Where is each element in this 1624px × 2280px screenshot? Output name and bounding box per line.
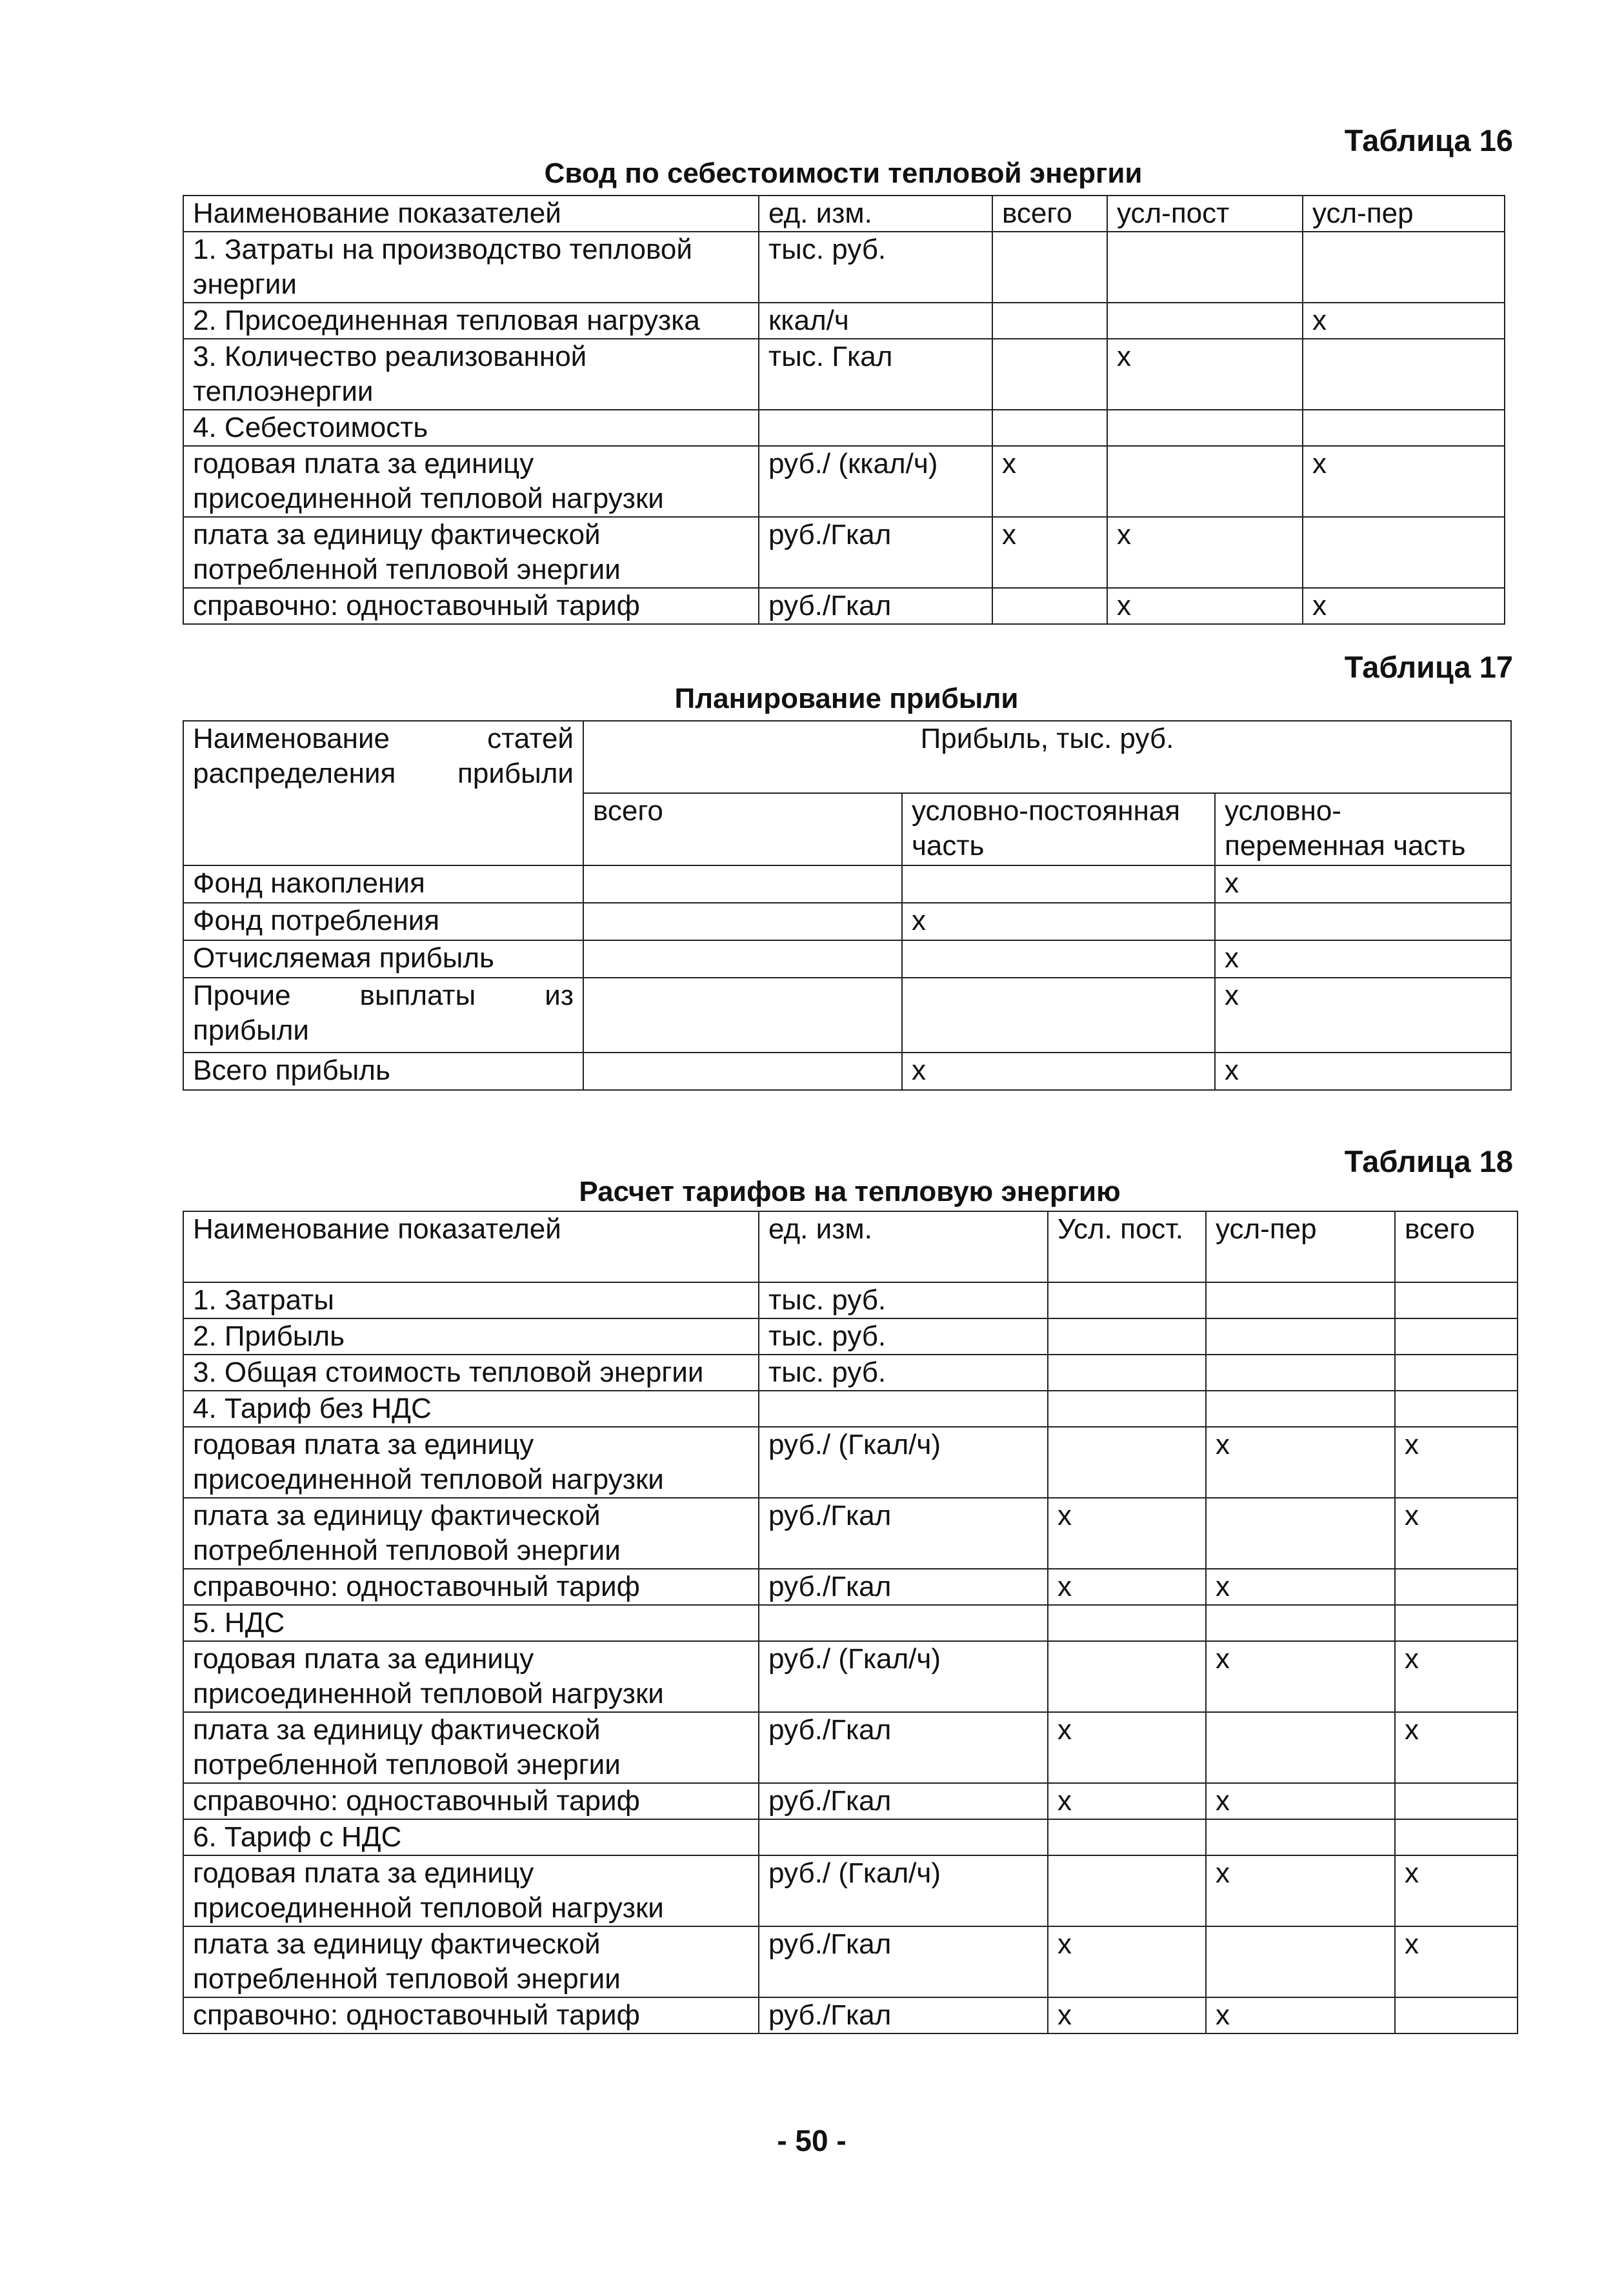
table-cell (992, 303, 1107, 339)
table-cell: 5. НДС (183, 1605, 759, 1641)
table-cell (1206, 1605, 1395, 1641)
table-cell: 4. Себестоимость (183, 410, 759, 446)
table-cell: справочно: одноставочный тариф (183, 1997, 759, 2033)
table-cell (1395, 1391, 1518, 1427)
table-cell: х (1395, 1427, 1518, 1498)
table-cell: 3. Общая стоимость тепловой энергии (183, 1355, 759, 1391)
table-cell (583, 940, 902, 978)
table16 (183, 195, 1505, 625)
table-cell: тыс. Гкал (759, 339, 992, 410)
table-cell (1215, 903, 1511, 940)
table-cell: х (1303, 303, 1505, 339)
table-cell: тыс. руб. (759, 1318, 1048, 1355)
table-cell: плата за единицу фактической потребленной тепловой энергии (183, 1712, 759, 1783)
table-cell: х (1048, 1783, 1206, 1819)
table-cell: х (1206, 1641, 1395, 1712)
table-cell (1107, 410, 1303, 446)
table-cell: годовая плата за единицу присоединенной тепловой нагрузки (183, 1641, 759, 1712)
table-cell: годовая плата за единицу присоединенной тепловой нагрузки (183, 446, 759, 517)
table-cell: 2. Присоединенная тепловая нагрузка (183, 303, 759, 339)
table-cell: ккал/ч (759, 303, 992, 339)
table-cell (902, 865, 1215, 903)
table-cell: справочно: одноставочный тариф (183, 1783, 759, 1819)
table-cell: х (902, 1053, 1215, 1090)
table-cell: х (1048, 1569, 1206, 1605)
table-cell: плата за единицу фактической потребленной тепловой энергии (183, 1926, 759, 1997)
table-cell: Фонд потребления (183, 903, 583, 940)
table-cell (1048, 1427, 1206, 1498)
table-cell (583, 978, 902, 1053)
table-cell (759, 1391, 1048, 1427)
table-cell (1206, 1391, 1395, 1427)
table18-header-cell: ед. изм. (759, 1211, 1048, 1282)
table-cell (992, 339, 1107, 410)
table-cell (583, 903, 902, 940)
table16-header-cell: Наименование показателей (183, 196, 759, 232)
table-cell: х (1048, 1997, 1206, 2033)
table-cell: 3. Количество реализованной теплоэнергии (183, 339, 759, 410)
table16-title: Свод по себестоимости тепловой энергии (544, 157, 1143, 189)
table-cell (1395, 1282, 1518, 1318)
table-cell: х (992, 446, 1107, 517)
table18-header-cell: Наименование показателей (183, 1211, 759, 1282)
table17 (183, 720, 1512, 1091)
table-cell (1395, 1605, 1518, 1641)
table16-header-cell: ед. изм. (759, 196, 992, 232)
table-cell (1206, 1712, 1395, 1783)
table-cell (1303, 410, 1505, 446)
table16-header-row (183, 196, 1505, 232)
table-row (183, 517, 1505, 588)
table-cell: х (1206, 1427, 1395, 1498)
table-cell (1107, 303, 1303, 339)
table-cell: руб./ (Гкал/ч) (759, 1641, 1048, 1712)
table-cell (1395, 1569, 1518, 1605)
table-cell: Всего прибыль (183, 1053, 583, 1090)
table-cell: годовая плата за единицу присоединенной тепловой нагрузки (183, 1855, 759, 1926)
table-cell: х (1107, 588, 1303, 624)
table-row (183, 1053, 1511, 1090)
table-cell: справочно: одноставочный тариф (183, 588, 759, 624)
table-cell: х (1303, 446, 1505, 517)
table-row (183, 339, 1505, 410)
table-cell: справочно: одноставочный тариф (183, 1569, 759, 1605)
table-row (183, 588, 1505, 624)
table-row (183, 978, 1511, 1053)
table-cell (1206, 1318, 1395, 1355)
table-cell: х (1215, 1053, 1511, 1090)
table-cell (1048, 1318, 1206, 1355)
table-cell: руб./Гкал (759, 588, 992, 624)
table-cell: х (992, 517, 1107, 588)
table17-header-group: Прибыль, тыс. руб. (583, 721, 1511, 793)
table16-label: Таблица 16 (1344, 123, 1513, 157)
table-cell (1206, 1355, 1395, 1391)
table-cell: руб./Гкал (759, 1712, 1048, 1783)
table-cell: 1. Затраты (183, 1282, 759, 1318)
table-cell: х (1048, 1498, 1206, 1569)
table-row (183, 1641, 1518, 1712)
table-cell (992, 232, 1107, 303)
table-cell (992, 588, 1107, 624)
table-cell (1107, 232, 1303, 303)
table17-title: Планирование прибыли (674, 683, 1019, 714)
table-cell: х (1215, 940, 1511, 978)
table-row (183, 1605, 1518, 1641)
table-cell: Фонд накопления (183, 865, 583, 903)
table-cell (1395, 1997, 1518, 2033)
table17-subheader-cell: условно-переменная часть (1215, 793, 1511, 865)
page-number: - 50 - (777, 2124, 847, 2157)
table-row (183, 1355, 1518, 1391)
table-cell: руб./ (Гкал/ч) (759, 1427, 1048, 1498)
table-cell (1048, 1282, 1206, 1318)
table-cell: 6. Тариф с НДС (183, 1819, 759, 1855)
table-cell: руб./Гкал (759, 1997, 1048, 2033)
table-row (183, 232, 1505, 303)
table16-header-cell: усл-пост (1107, 196, 1303, 232)
table-cell: Отчисляемая прибыль (183, 940, 583, 978)
table-cell (902, 978, 1215, 1053)
table17-label: Таблица 17 (1344, 650, 1513, 684)
table-row (183, 303, 1505, 339)
table18 (183, 1211, 1518, 2034)
table-cell: плата за единицу фактической потребленной тепловой энергии (183, 1498, 759, 1569)
table-cell (1048, 1819, 1206, 1855)
table18-title: Расчет тарифов на тепловую энергию (579, 1176, 1121, 1207)
table-row (183, 1926, 1518, 1997)
table-cell: х (1303, 588, 1505, 624)
table-cell (759, 1605, 1048, 1641)
table-cell: х (1395, 1855, 1518, 1926)
table-cell: тыс. руб. (759, 1282, 1048, 1318)
table-cell (1048, 1355, 1206, 1391)
table-cell: х (902, 903, 1215, 940)
table-cell (1303, 517, 1505, 588)
table-cell: х (1215, 978, 1511, 1053)
table-cell: 1. Затраты на производство тепловой энергии (183, 232, 759, 303)
table-cell: х (1107, 517, 1303, 588)
table-cell: тыс. руб. (759, 1355, 1048, 1391)
table-cell (759, 1819, 1048, 1855)
table-row (183, 1712, 1518, 1783)
table17-subheader-cell: условно-постоянная часть (902, 793, 1215, 865)
table18-header-cell: усл-пер (1206, 1211, 1395, 1282)
table-cell: 4. Тариф без НДС (183, 1391, 759, 1427)
table-cell (1048, 1855, 1206, 1926)
table18-header-cell: Усл. пост. (1048, 1211, 1206, 1282)
table-cell: х (1206, 1569, 1395, 1605)
table-cell (583, 1053, 902, 1090)
table18-header-cell: всего (1395, 1211, 1518, 1282)
table-cell (1048, 1605, 1206, 1641)
table-cell: 2. Прибыль (183, 1318, 759, 1355)
table-row (183, 903, 1511, 940)
table-row (183, 1318, 1518, 1355)
table-cell (1048, 1641, 1206, 1712)
table-cell (902, 940, 1215, 978)
table17-subheader-cell: всего (583, 793, 902, 865)
table-row (183, 1855, 1518, 1926)
table-row (183, 1783, 1518, 1819)
table-cell: х (1395, 1926, 1518, 1997)
table-row (183, 1391, 1518, 1427)
table-row (183, 1282, 1518, 1318)
table-cell (583, 865, 902, 903)
table-cell: руб./Гкал (759, 1498, 1048, 1569)
table-cell (1206, 1498, 1395, 1569)
table-cell: плата за единицу фактической потребленной тепловой энергии (183, 517, 759, 588)
table-cell (992, 410, 1107, 446)
table-cell (1395, 1355, 1518, 1391)
table-cell: руб./ (ккал/ч) (759, 446, 992, 517)
table-cell: руб./Гкал (759, 1783, 1048, 1819)
table-row (183, 446, 1505, 517)
table-cell (1395, 1819, 1518, 1855)
table-cell: руб./Гкал (759, 1926, 1048, 1997)
table-cell: х (1395, 1498, 1518, 1569)
table-cell (1206, 1926, 1395, 1997)
table-cell: х (1107, 339, 1303, 410)
table-cell (1206, 1819, 1395, 1855)
table17-header-row (183, 721, 1511, 793)
table-cell: руб./Гкал (759, 517, 992, 588)
table-cell (1303, 339, 1505, 410)
table-cell (1107, 446, 1303, 517)
table-cell: Прочие выплаты из прибыли (183, 978, 583, 1053)
table-cell: х (1206, 1855, 1395, 1926)
table-cell: х (1395, 1712, 1518, 1783)
table-row (183, 1427, 1518, 1498)
table18-label: Таблица 18 (1344, 1144, 1513, 1178)
table-cell: х (1206, 1783, 1395, 1819)
table-row (183, 1997, 1518, 2033)
table-cell (1395, 1783, 1518, 1819)
table-row (183, 410, 1505, 446)
table-cell (759, 410, 992, 446)
table-cell: руб./Гкал (759, 1569, 1048, 1605)
table-cell: х (1048, 1712, 1206, 1783)
table-cell (1206, 1282, 1395, 1318)
table-row (183, 865, 1511, 903)
table-cell: тыс. руб. (759, 232, 992, 303)
table-row (183, 1569, 1518, 1605)
table-cell: х (1215, 865, 1511, 903)
table17-header-name: Наименование статей распределения прибыли (183, 721, 583, 865)
table-cell (1395, 1318, 1518, 1355)
table-cell: годовая плата за единицу присоединенной тепловой нагрузки (183, 1427, 759, 1498)
table-row (183, 1819, 1518, 1855)
table-row (183, 940, 1511, 978)
table18-header-row (183, 1211, 1518, 1282)
table16-header-cell: усл-пер (1303, 196, 1505, 232)
table-cell: х (1048, 1926, 1206, 1997)
table16-header-cell: всего (992, 196, 1107, 232)
table-cell (1303, 232, 1505, 303)
table-cell: руб./ (Гкал/ч) (759, 1855, 1048, 1926)
table-row (183, 1498, 1518, 1569)
table-cell: х (1395, 1641, 1518, 1712)
table-cell (1048, 1391, 1206, 1427)
table-cell: х (1206, 1997, 1395, 2033)
